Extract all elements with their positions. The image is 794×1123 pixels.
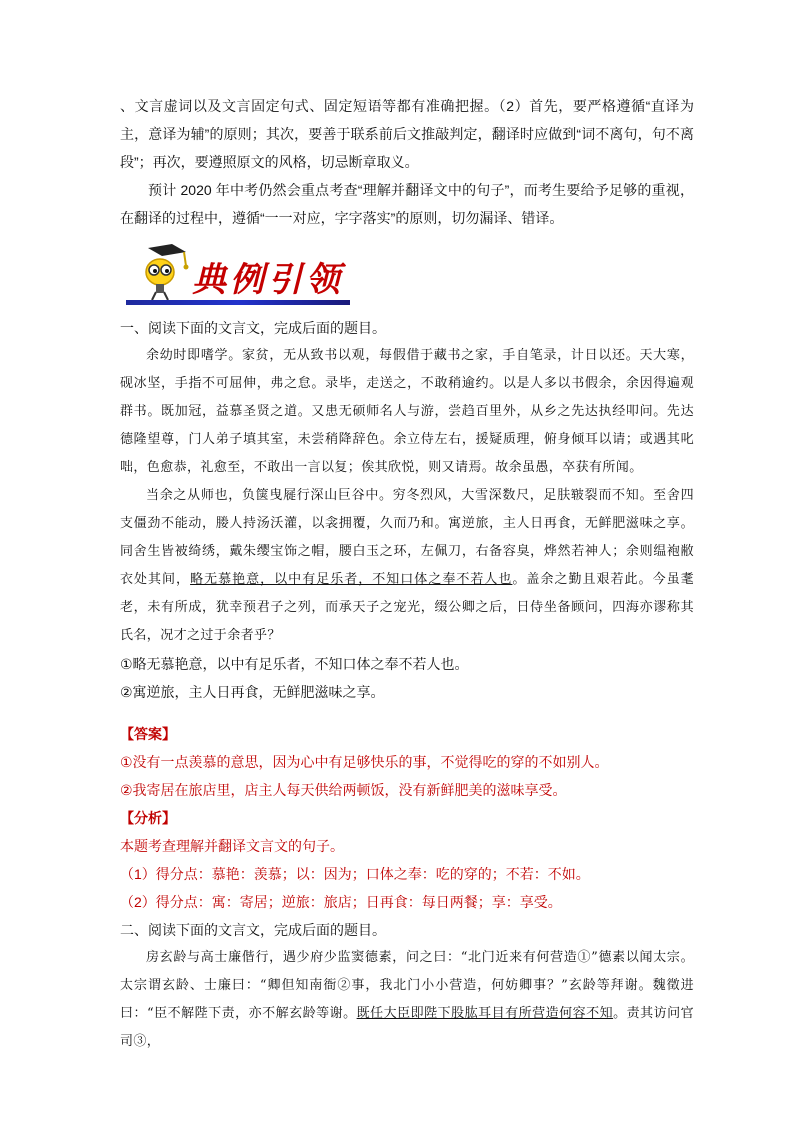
intro-paragraph-1: 、文言虚词以及文言固定句式、固定短语等都有准确把握。（2）首先，要严格遵循“直译为主，意译为辅”的原则；其次，要善于联系前后文推敲判定，翻译时应做到“词不离句，句不离段”；再次，要遵照原文的风格，切忌断章取义。 (120, 98, 694, 170)
question-1-passage-paragraph-1: 余幼时即嗜学。家贫，无从致书以观，每假借于藏书之家，手自笔录，计日以还。天大寒，砚冰坚，手指不可屈伸，弗之怠。录毕，走送之，不敢稍逾约。以是人多以书假余，余因得遍观群书。既加冠，益慕圣贤之道。又患无硕师名人与游，尝趋百里外，从乡之先达执经叩问。先达德隆望尊，门人弟子填其室，未尝稍降辞色。余立侍左右，援疑质理，俯身倾耳以请；或遇其叱咄，色愈恭，礼愈至，不敢出一言以复；俟其欣悦，则又请焉。故余虽愚，卒获有所闻。 (120, 348, 694, 475)
question-1-item-2: ②寓逆旅，主人日再食，无鲜肥滋味之享。 (120, 684, 385, 700)
answer-item-2: ②我寄居在旅店里，店主人每天供给两顿饭，没有新鲜肥美的滋味享受。 (120, 782, 567, 798)
graduate-mascot-icon (128, 242, 192, 302)
passage-text: 当余之从师也，负箧曳屣行深山巨谷中。穷冬烈风，大雪深数尺，足肤皲裂而不知。至舍四支僵劲不能动，媵人持汤沃灌，以衾拥覆，久而乃和。寓逆旅，主人日再食，无鲜肥滋味之享。同舍生皆被绮绣，戴朱缨宝饰之帽，腰白玉之环，左佩刀，右备容臭，烨然若神人；余则缊袍敝衣处其间， (120, 488, 694, 587)
passage-text: 房玄龄与高士廉偕行，遇少府少监窦德素，问之曰：“北门近来有何营造①”德素以闻太宗。太宗谓玄龄、士廉曰：“卿但知南衙②事，我北门小小营造，何妨卿事？”玄龄等拜谢。魏徵进曰：“臣不解陛下责，亦不解玄龄等谢。 (120, 950, 694, 1021)
page-content (120, 92, 694, 1056)
banner-underline-bar (126, 300, 350, 305)
question-1-prompt: 一、阅读下面的文言文，完成后面的题目。 (120, 320, 386, 336)
underlined-sentence: 略无慕艳意，以中有足乐者，不知口体之奉不若人也 (190, 572, 513, 587)
question-2-prompt: 二、阅读下面的文言文，完成后面的题目。 (120, 922, 386, 938)
underlined-sentence: 既任大臣即陛下股肱耳目有所营造何容不知 (356, 1006, 614, 1021)
answer-label: 【答案】 (120, 726, 176, 742)
passage-text: 。责其访问官司③， (120, 1006, 694, 1049)
passage-text: 。盖余之勤且艰若此。今虽耄老，未有所成，犹幸预君子之列，而承天子之宠光，缀公卿之后，日侍坐备顾问，四海亦谬称其氏名，况才之过于余者乎？ (120, 572, 694, 643)
analysis-line-2: （1）得分点：慕艳：羡慕；以：因为；口体之奉：吃的穿的；不若：不如。 (120, 866, 590, 882)
question-1-item-1: ①略无慕艳意，以中有足乐者，不知口体之奉不若人也。 (120, 656, 469, 672)
banner-title: 典例引领 (192, 260, 344, 300)
answer-item-1: ①没有一点羡慕的意思，因为心中有足够快乐的事，不觉得吃的穿的不如别人。 (120, 754, 609, 770)
analysis-label: 【分析】 (120, 810, 176, 826)
question-2-passage (120, 944, 694, 1056)
question-1-passage-paragraph-2 (120, 482, 694, 650)
section-banner (120, 238, 694, 306)
intro-paragraph-2: 预计 2020 年中考仍然会重点考查“理解并翻译文中的句子”，而考生要给予足够的重视，在翻译的过程中，遵循“一一对应，字字落实”的原则，切勿漏译、错译。 (120, 182, 694, 226)
analysis-line-3: （2）得分点：寓：寄居；逆旅：旅店；日再食：每日两餐；享：享受。 (120, 894, 562, 910)
analysis-line-1: 本题考查理解并翻译文言文的句子。 (120, 838, 344, 854)
